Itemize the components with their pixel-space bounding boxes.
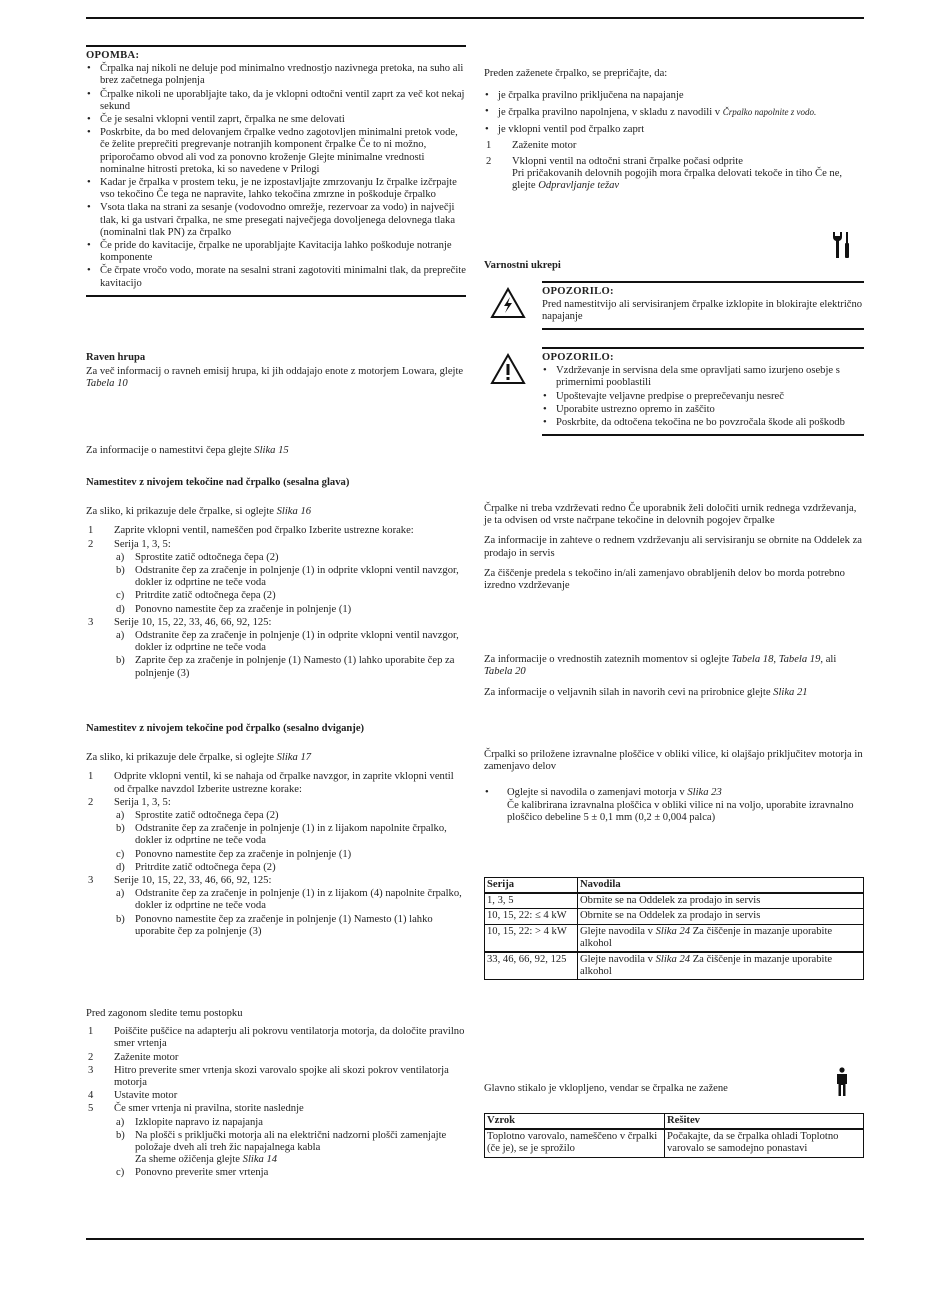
substep-list bbox=[114, 552, 466, 616]
series-cell: 1, 3, 5 bbox=[485, 893, 578, 909]
shims-text: Črpalki so priložene izravnalne ploščice v obliki vilice, ki olajšajo priključitev motorja in zamenjavo delov bbox=[484, 749, 863, 773]
substep-item bbox=[114, 810, 466, 822]
step-number: 3 bbox=[88, 616, 94, 628]
substep-label: a) bbox=[116, 630, 125, 642]
step-note: Pri pričakovanih delovnih pogojih mora črpalka delovati tekoče in tiho Če ne, glejte Odpravljanje težav bbox=[512, 168, 843, 192]
step-item bbox=[484, 140, 864, 152]
step-number: 4 bbox=[88, 1090, 94, 1102]
step-text: Odprite vklopni ventil, ki se nahaja od črpalke navzgor, in zaprite vklopni ventil od črpalke navzdol Izberite ustrezne korake: bbox=[114, 771, 454, 795]
solution-cell: Počakajte, da se črpalka ohladi Toplotno varovalo se samodejno ponastavi bbox=[665, 1129, 864, 1157]
checklist-item: • je črpalka pravilno napolnjena, v skladu z navodili v Črpalko napolnite z vodo. bbox=[484, 106, 864, 119]
step-text: Zaženite motor bbox=[114, 1051, 179, 1063]
noise-section bbox=[86, 352, 466, 391]
figure-ref-link[interactable]: Slika 17 bbox=[276, 752, 312, 764]
substep-label: b) bbox=[116, 913, 125, 925]
below-steps bbox=[86, 771, 466, 938]
table-header: Rešitev bbox=[665, 1114, 864, 1130]
substep-item bbox=[114, 655, 466, 679]
substep-item bbox=[114, 604, 466, 616]
substep-text: Sprostite zatič odtočnega čepa (2) bbox=[135, 551, 279, 563]
substep-text: Odstranite čep za zračenje in polnjenje (1) in odprite vklopni ventil navzgor, dokler iz odprtine ne teče voda bbox=[135, 565, 459, 589]
checklist-item: • je črpalka pravilno priključena na napajanje bbox=[484, 90, 864, 102]
substep-label: c) bbox=[116, 848, 125, 860]
step-number: 1 bbox=[486, 139, 492, 151]
substep-text: Ponovno namestite čep za zračenje in polnjenje (1) bbox=[135, 603, 352, 615]
substep-text: Ponovno namestite čep za zračenje in polnjenje (1) Namesto (1) lahko uporabite čep za polnjenje (3) bbox=[135, 913, 433, 937]
warning-general bbox=[484, 347, 864, 436]
substep-item bbox=[114, 849, 466, 861]
step-number: 5 bbox=[88, 1103, 94, 1115]
substep-item bbox=[114, 1167, 466, 1179]
substep-label: b) bbox=[116, 1129, 125, 1141]
table-row bbox=[485, 909, 864, 924]
step-text: Hitro preverite smer vrtenja skozi varovalo spojke ali skozi pokrov ventilatorja motorja bbox=[114, 1064, 449, 1089]
safety-heading: Varnostni ukrepi bbox=[484, 260, 561, 271]
above-heading: Namestitev z nivojem tekočine nad črpalko (sesalna glava) bbox=[86, 477, 350, 488]
step-item bbox=[86, 1065, 466, 1089]
substep-item bbox=[114, 862, 466, 874]
instructions-cell: Obrnite se na Oddelek za prodajo in servis bbox=[578, 893, 864, 909]
substep-label: a) bbox=[116, 1116, 125, 1128]
above-intro: Za sliko, ki prikazuje dele črpalke, si oglejte Slika 16 bbox=[86, 506, 312, 518]
below-section bbox=[86, 723, 466, 939]
step-number: 3 bbox=[88, 1064, 94, 1076]
step-text: Serije 10, 15, 22, 33, 46, 66, 92, 125: bbox=[114, 616, 272, 628]
step-item bbox=[86, 875, 466, 938]
torque-section: Za informacije o vrednostih zateznih momentov si oglejte Tabela 18, Tabela 19, ali Tabela 20 Za informacije o veljavnih silah in navorih cevi na prirobnice glejte Slika 21 bbox=[484, 654, 864, 700]
step-number: 1 bbox=[88, 525, 94, 537]
note-item: • Kadar je črpalka v prostem teku, je ne izpostavljajte zmrzovanju Iz črpalke izčrpajte vso tekočino Če tega ne napravite, lahko tekočina zmrzne in poškoduje črpalko bbox=[86, 177, 466, 201]
warning-title: OPOZORILO: bbox=[542, 286, 614, 297]
person-icon bbox=[835, 1067, 849, 1097]
note-list bbox=[86, 63, 466, 290]
checklist-item: • je vklopni ventil pod črpalko zaprt bbox=[484, 124, 864, 136]
substep-text: Na plošči s priključki motorja ali na električni nadzorni plošči zamenjajte položaje dveh ali treh žic napajalnega kabla bbox=[135, 1129, 447, 1154]
substep-label: b) bbox=[116, 565, 125, 577]
step-number: 2 bbox=[88, 538, 94, 550]
note-item: • Če črpate vročo vodo, morate na sesalni strani zagotoviti minimalni tlak, da preprečite kavitacijo bbox=[86, 265, 466, 289]
warning-item: • Upoštevajte veljavne predpise o preprečevanju nesreč bbox=[542, 391, 864, 403]
substep-text: Izklopite napravo iz napajanja bbox=[135, 1116, 263, 1128]
step-number: 1 bbox=[88, 771, 94, 783]
warning-list bbox=[542, 365, 864, 429]
step-number: 2 bbox=[486, 156, 492, 168]
substep-label: d) bbox=[116, 861, 125, 873]
substep-item bbox=[114, 552, 466, 564]
section-ref-link[interactable]: Črpalko napolnite z vodo. bbox=[722, 107, 817, 118]
figure-ref-link[interactable]: Slika 14 bbox=[242, 1154, 278, 1166]
instructions-cell: Glejte navodila v Slika 24 Za čiščenje in mazanje uporabite alkohol bbox=[578, 952, 864, 980]
series-cell: 33, 46, 66, 92, 125 bbox=[485, 952, 578, 980]
table-ref-link[interactable]: Tabela 19 bbox=[778, 654, 821, 665]
trouble-symptom: Glavno stikalo je vklopljeno, vendar se črpalka ne zažene bbox=[484, 1083, 728, 1094]
substep-item bbox=[114, 565, 466, 589]
substep-item bbox=[114, 888, 466, 912]
step-text: Poiščite puščice na adapterju ali pokrovu ventilatorja motorja, da določite pravilno smer vrtenja bbox=[114, 1026, 465, 1050]
general-warning-icon bbox=[490, 353, 526, 385]
warning-item: • Uporabite ustrezno opremo in zaščito bbox=[542, 404, 864, 416]
substep-item bbox=[114, 1130, 466, 1167]
table-row bbox=[485, 1129, 864, 1157]
substep-label: b) bbox=[116, 655, 125, 667]
note-item: • Če pride do kavitacije, črpalke ne uporabljajte Kavitacija lahko poškoduje notranje komponente bbox=[86, 240, 466, 264]
substep-label: a) bbox=[116, 551, 125, 563]
step-number: 2 bbox=[88, 796, 94, 808]
note-box bbox=[86, 45, 466, 297]
step-number: 3 bbox=[88, 875, 94, 887]
shims-bullet: • Oglejte si navodila o zamenjavi motorja v Slika 23 Če kalibrirana izravnalna ploščica v obliki vilice ni na voljo, uporabite izravnalno ploščico debeline 5 ± 0,1 mm (0,2 ± 0,004 palca) bbox=[485, 787, 854, 823]
substep-label: c) bbox=[116, 1167, 125, 1179]
warning-electric bbox=[484, 281, 864, 330]
warning-item: • Vzdrževanje in servisna dela sme opravljati samo izurjeno osebje s primernimi pooblastili bbox=[542, 365, 864, 389]
shims-section bbox=[484, 749, 864, 824]
header-rule bbox=[86, 17, 864, 19]
substep-text: Ponovno preverite smer vrtenja bbox=[135, 1167, 269, 1179]
substep-label: c) bbox=[116, 590, 125, 602]
step-item bbox=[86, 1052, 466, 1064]
note-item: • Vsota tlaka na strani za sesanje (vodovodno omrežje, rezervoar za vodo) in največji tlak, ki ga ustvari črpalka, ne sme presegati največjega dovoljenega delovnega tlaka (nominalni tlak PN) za črpalko bbox=[86, 202, 466, 239]
substep-item bbox=[114, 823, 466, 847]
step-text: Serija 1, 3, 5: bbox=[114, 538, 171, 550]
table-header: Serija bbox=[485, 878, 578, 894]
cause-cell: Toplotno varovalo, nameščeno v črpalki (če je), se je sprožilo bbox=[485, 1129, 665, 1157]
trouble-table-wrap bbox=[484, 1113, 864, 1158]
substep-list bbox=[114, 888, 466, 938]
below-heading: Namestitev z nivojem tekočine pod črpalko (sesalno dviganje) bbox=[86, 723, 365, 734]
substep-text: Zaprite čep za zračenje in polnjenje (1) Namesto (1) lahko uporabite čep za polnjenje (3) bbox=[135, 655, 455, 679]
electric-hazard-icon bbox=[490, 287, 526, 319]
substep-list bbox=[114, 630, 466, 680]
table-row bbox=[485, 924, 864, 952]
series-cell: 10, 15, 22: ≤ 4 kW bbox=[485, 909, 578, 924]
substep-label: d) bbox=[116, 603, 125, 615]
rotation-section bbox=[86, 1008, 466, 1181]
note-item: • Črpalka naj nikoli ne deluje pod minimalno vrednostjo nazivnega pretoka, na suho ali brez začetnega polnjenja bbox=[86, 63, 466, 87]
series-table bbox=[484, 877, 864, 980]
substep-text: Odstranite čep za zračenje in polnjenje (1) in z lijakom (4) napolnite črpalko, dokler iz odprtine ne teče voda bbox=[135, 888, 462, 912]
table-ref-link[interactable]: Tabela 10 bbox=[86, 378, 128, 390]
step-text: Ustavite motor bbox=[114, 1090, 178, 1102]
warning-title: OPOZORILO: bbox=[542, 352, 614, 363]
substep-text: Pritrdite zatič odtočnega čepa (2) bbox=[135, 861, 276, 873]
figure-ref-link[interactable]: Slika 21 bbox=[773, 687, 808, 699]
substep-item bbox=[114, 1117, 466, 1129]
step-text: Vklopni ventil na odtočni strani črpalke počasi odprite bbox=[512, 156, 743, 168]
figure-ref-link[interactable]: Slika 23 bbox=[687, 787, 722, 799]
rotation-steps bbox=[86, 1026, 466, 1179]
series-cell: 10, 15, 22: > 4 kW bbox=[485, 924, 578, 952]
substep-text: Odstranite čep za zračenje in polnjenje (1) in odprite vklopni ventil navzgor, dokler iz odprtine ne teče voda bbox=[135, 630, 459, 654]
step-item bbox=[86, 1103, 466, 1179]
step-item bbox=[86, 525, 466, 537]
note-item: • Če je sesalni vklopni ventil zaprt, črpalka ne sme delovati bbox=[86, 114, 466, 126]
below-intro: Za sliko, ki prikazuje dele črpalke, si oglejte Slika 17 bbox=[86, 752, 312, 764]
section-ref-link[interactable]: Odpravljanje težav bbox=[538, 180, 620, 192]
maintenance-p2: Za informacije in zahteve o rednem vzdrževanju ali servisiranju se obrnite na Oddelek za prodajo in servis bbox=[484, 535, 862, 559]
start-intro: Preden zaženete črpalko, se prepričajte, da: bbox=[484, 68, 668, 79]
substep-text: Odstranite čep za zračenje in polnjenje (1) in z lijakom napolnite črpalko, dokler iz odprtine ne teče voda bbox=[135, 823, 447, 847]
figure-ref-link[interactable]: Slika 15 bbox=[254, 445, 289, 456]
note-item: • Poskrbite, da bo med delovanjem črpalke vedno zagotovljen minimalni pretok vode, če želite preprečiti pregrevanje notranjih komponent črpalke Če to ni možno, priporočamo obvod ali vod za ponovno kroženje Glejte minimalne vrednosti nominalne hitrosti pretoka, ki so navedene v Prilogi bbox=[86, 127, 466, 176]
substep-list bbox=[114, 810, 466, 874]
step-item bbox=[86, 617, 466, 680]
start-steps bbox=[484, 140, 864, 193]
maintenance-section bbox=[484, 503, 864, 592]
noise-heading: Raven hrupa bbox=[86, 352, 146, 363]
noise-text: Za več informacij o ravneh emisij hrupa, ki jih oddajajo enote z motorjem Lowara, glejte Tabela 10 bbox=[86, 366, 464, 390]
instructions-cell: Obrnite se na Oddelek za prodajo in servis bbox=[578, 909, 864, 924]
instructions-cell: Glejte navodila v Slika 24 Za čiščenje in mazanje uporabite alkohol bbox=[578, 924, 864, 952]
step-text: Zaprite vklopni ventil, nameščen pod črpalko Izberite ustrezne korake: bbox=[114, 525, 414, 537]
warning-item: • Poskrbite, da odtočena tekočina ne bo povzročala škode ali poškodb bbox=[542, 417, 864, 429]
step-item bbox=[86, 1026, 466, 1050]
step-item bbox=[86, 1090, 466, 1102]
start-checklist bbox=[484, 90, 864, 136]
table-header: Vzrok bbox=[485, 1114, 665, 1130]
table-ref-link[interactable]: Tabela 20 bbox=[484, 666, 526, 678]
maintenance-p3: Za čiščenje predela s tekočino in/ali zamenjavo obrabljenih delov bo morda potrebno izredno vzdrževanje bbox=[484, 567, 845, 592]
figure-ref-link[interactable]: Slika 24 bbox=[655, 925, 691, 937]
note-item: • Črpalke nikoli ne uporabljajte tako, da je vklopni odtočni ventil zaprt za več kot nekaj sekund bbox=[86, 89, 466, 113]
step-text: Če smer vrtenja ni pravilna, storite naslednje bbox=[114, 1103, 304, 1115]
above-steps bbox=[86, 525, 466, 679]
substep-label: b) bbox=[116, 823, 125, 835]
series-table-wrap bbox=[484, 877, 864, 980]
table-header: Navodila bbox=[578, 878, 864, 894]
table-row bbox=[485, 893, 864, 909]
substep-label: a) bbox=[116, 810, 125, 822]
table-ref-link[interactable]: Tabela 18 bbox=[731, 654, 774, 665]
start-section bbox=[484, 68, 864, 197]
substep-note: Za sheme ožičenja glejte Slika 14 bbox=[135, 1154, 278, 1166]
step-item bbox=[86, 539, 466, 616]
table-row bbox=[485, 952, 864, 980]
plug-info: Za informacije o namestitvi čepa glejte Slika 15 bbox=[86, 445, 289, 456]
substep-item bbox=[114, 590, 466, 602]
step-text: Serija 1, 3, 5: bbox=[114, 796, 171, 808]
maintenance-p1: Črpalke ni treba vzdrževati redno Če uporabnik želi določiti urnik rednega vzdrževanja, je ta odvisen od vrste načrpane tekočine in delovnih pogojev črpalke bbox=[484, 503, 857, 527]
trouble-table bbox=[484, 1113, 864, 1158]
step-text: Serije 10, 15, 22, 33, 46, 66, 92, 125: bbox=[114, 875, 272, 887]
step-number: 1 bbox=[88, 1026, 94, 1038]
substep-item bbox=[114, 630, 466, 654]
step-item bbox=[86, 771, 466, 795]
step-item bbox=[484, 156, 864, 193]
footer-rule bbox=[86, 1238, 864, 1240]
step-number: 2 bbox=[88, 1051, 94, 1063]
substep-text: Ponovno namestite čep za zračenje in polnjenje (1) bbox=[135, 848, 352, 860]
warning-text: Pred namestitvijo ali servisiranjem črpalke izklopite in blokirajte električno napajanje bbox=[542, 299, 863, 323]
rotation-intro: Pred zagonom sledite temu postopku bbox=[86, 1008, 243, 1019]
substep-item bbox=[114, 914, 466, 938]
forces-text: Za informacije o veljavnih silah in navorih cevi na prirobnice glejte Slika 21 bbox=[484, 687, 808, 699]
figure-ref-link[interactable]: Slika 24 bbox=[655, 954, 691, 966]
figure-ref-link[interactable]: Slika 16 bbox=[276, 506, 312, 518]
step-item bbox=[86, 797, 466, 874]
step-text: Zaženite motor bbox=[512, 139, 577, 151]
note-title: OPOMBA: bbox=[86, 50, 140, 61]
substep-text: Pritrdite zatič odtočnega čepa (2) bbox=[135, 590, 276, 602]
substep-text: Sprostite zatič odtočnega čepa (2) bbox=[135, 810, 279, 822]
above-section bbox=[86, 477, 466, 681]
substep-list bbox=[114, 1117, 466, 1180]
substep-label: a) bbox=[116, 888, 125, 900]
tools-icon bbox=[831, 231, 853, 259]
